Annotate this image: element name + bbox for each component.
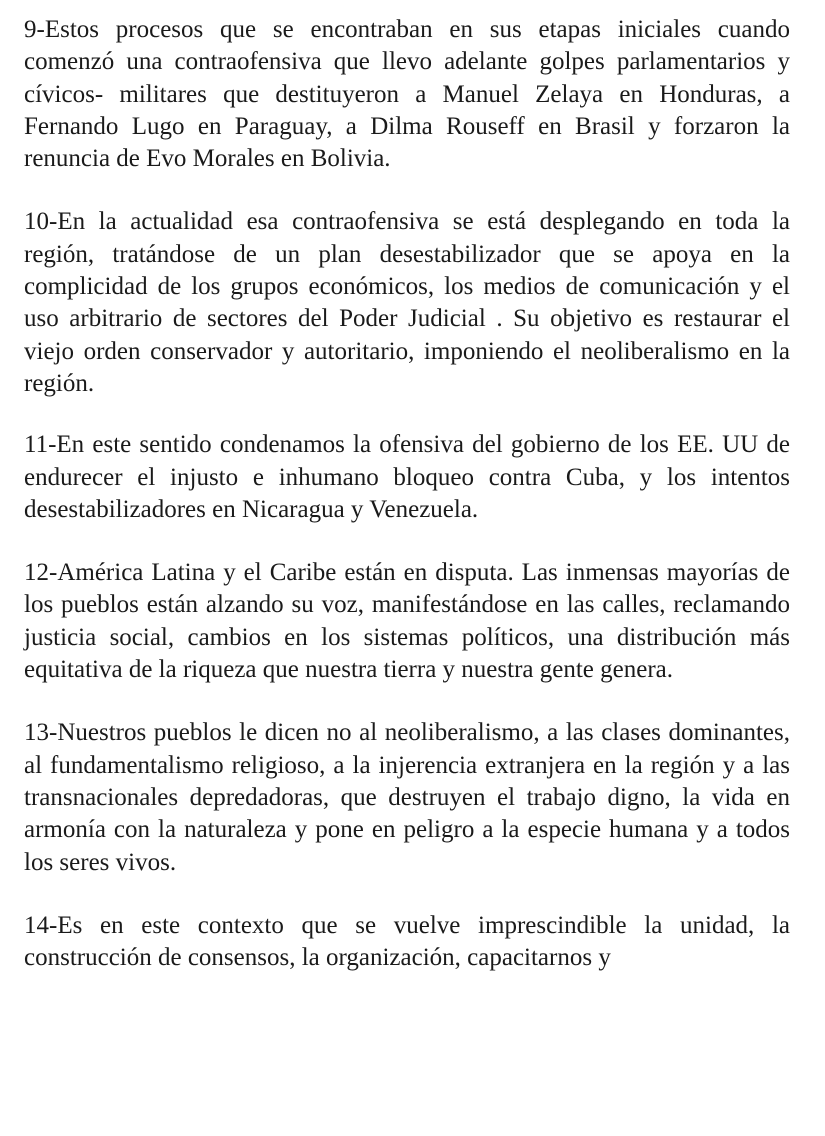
paragraph-11: 11-En este sentido condenamos la ofensiva del gobierno de los EE. UU de endurecer el injusto e inhumano bloqueo contra Cuba, y los intentos desestabilizadores en Nicaragua y Venezuela.: [24, 431, 790, 523]
paragraph-13: 13-Nuestros pueblos le dicen no al neoliberalismo, a las clases dominantes, al fundamentalismo religioso, a la injerencia extranjera en la región y a las transnacionales depredadoras, que destruyen el trabajo digno, la vida en armonía con la naturaleza y pone en peligro a la especie humana y a todos los seres vivos.: [24, 719, 790, 876]
paragraph-14: 14-Es en este contexto que se vuelve imprescindible la unidad, la construcción de consensos, la organización, capacitarnos y: [24, 911, 790, 972]
paragraph-12: 12-América Latina y el Caribe están en disputa. Las inmensas mayorías de los pueblos están alzando su voz, manifestándose en las calles, reclamando justicia social, cambios en los sistemas políticos, una distribución más equitativa de la riqueza que nuestra tierra y nuestra gente genera.: [24, 559, 790, 684]
paragraph-9: 9-Estos procesos que se encontraban en sus etapas iniciales cuando comenzó una contraofensiva que llevo adelante golpes parlamentarios y cívicos- militares que destituyeron a Manuel Zelaya en Honduras, a Fernando Lugo en Paraguay, a Dilma Rouseff en Brasil y forzaron la renuncia de Evo Morales en Bolivia.: [24, 16, 790, 173]
paragraph-10: 10-En la actualidad esa contraofensiva se está desplegando en toda la región, tratándose de un plan desestabilizador que se apoya en la complicidad de los grupos económicos, los medios de comunicación y el uso arbitrario de sectores del Poder Judicial . Su objetivo es restaurar el viejo orden conservador y autoritario, imponiendo el neoliberalismo en la región.: [24, 208, 790, 397]
document-page: [24, 14, 790, 974]
